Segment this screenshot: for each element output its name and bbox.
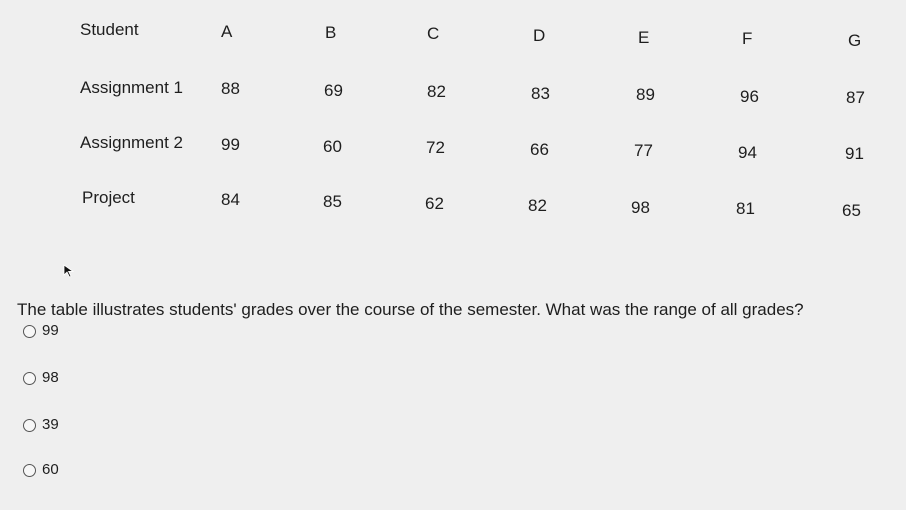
table-cell: 66 [530, 140, 549, 159]
radio-button-icon[interactable] [23, 419, 36, 432]
answer-option-98[interactable] [23, 367, 59, 389]
table-cell: 87 [846, 88, 865, 107]
table-header-c: C [427, 24, 440, 43]
table-cell: 84 [221, 190, 240, 209]
table-cell: 85 [323, 192, 342, 211]
answer-option-39[interactable] [23, 414, 59, 436]
option-label: 60 [42, 461, 59, 478]
table-header-e: E [638, 28, 650, 47]
table-cell: 83 [531, 84, 550, 103]
question-text: The table illustrates students' grades over the course of the semester. What was the range of all grades? [17, 300, 804, 319]
table-cell: 96 [740, 87, 759, 106]
table-cell: 91 [845, 144, 864, 163]
table-header-d: D [533, 26, 546, 45]
option-label: 99 [42, 322, 59, 339]
option-label: 98 [42, 369, 59, 386]
table-header-b: B [325, 23, 337, 42]
table-header-f: F [742, 29, 753, 48]
table-cell: 88 [221, 79, 240, 98]
radio-button-icon[interactable] [23, 372, 36, 385]
table-cell: 82 [528, 196, 547, 215]
table-cell: 98 [631, 198, 650, 217]
table-cell: 94 [738, 143, 757, 162]
table-cell: 60 [323, 137, 342, 156]
mouse-pointer-icon [63, 264, 77, 278]
table-cell: 89 [636, 85, 655, 104]
table-cell: 77 [634, 141, 653, 160]
radio-button-icon[interactable] [23, 464, 36, 477]
grades-table [0, 0, 906, 240]
row-label-project: Project [82, 188, 135, 207]
table-cell: 72 [426, 138, 445, 157]
table-cell: 82 [427, 82, 446, 101]
table-cell: 69 [324, 81, 343, 100]
table-cell: 62 [425, 194, 444, 213]
answer-option-60[interactable] [23, 459, 59, 481]
table-cell: 81 [736, 199, 755, 218]
table-cell: 65 [842, 201, 861, 220]
table-header-student: Student [80, 20, 139, 39]
radio-button-icon[interactable] [23, 325, 36, 338]
table-header-g: G [848, 31, 862, 50]
table-header-a: A [221, 22, 233, 41]
row-label-assignment-1: Assignment 1 [80, 78, 183, 97]
row-label-assignment-2: Assignment 2 [80, 133, 183, 152]
table-cell: 99 [221, 135, 240, 154]
option-label: 39 [42, 416, 59, 433]
answer-option-99[interactable] [23, 320, 59, 342]
